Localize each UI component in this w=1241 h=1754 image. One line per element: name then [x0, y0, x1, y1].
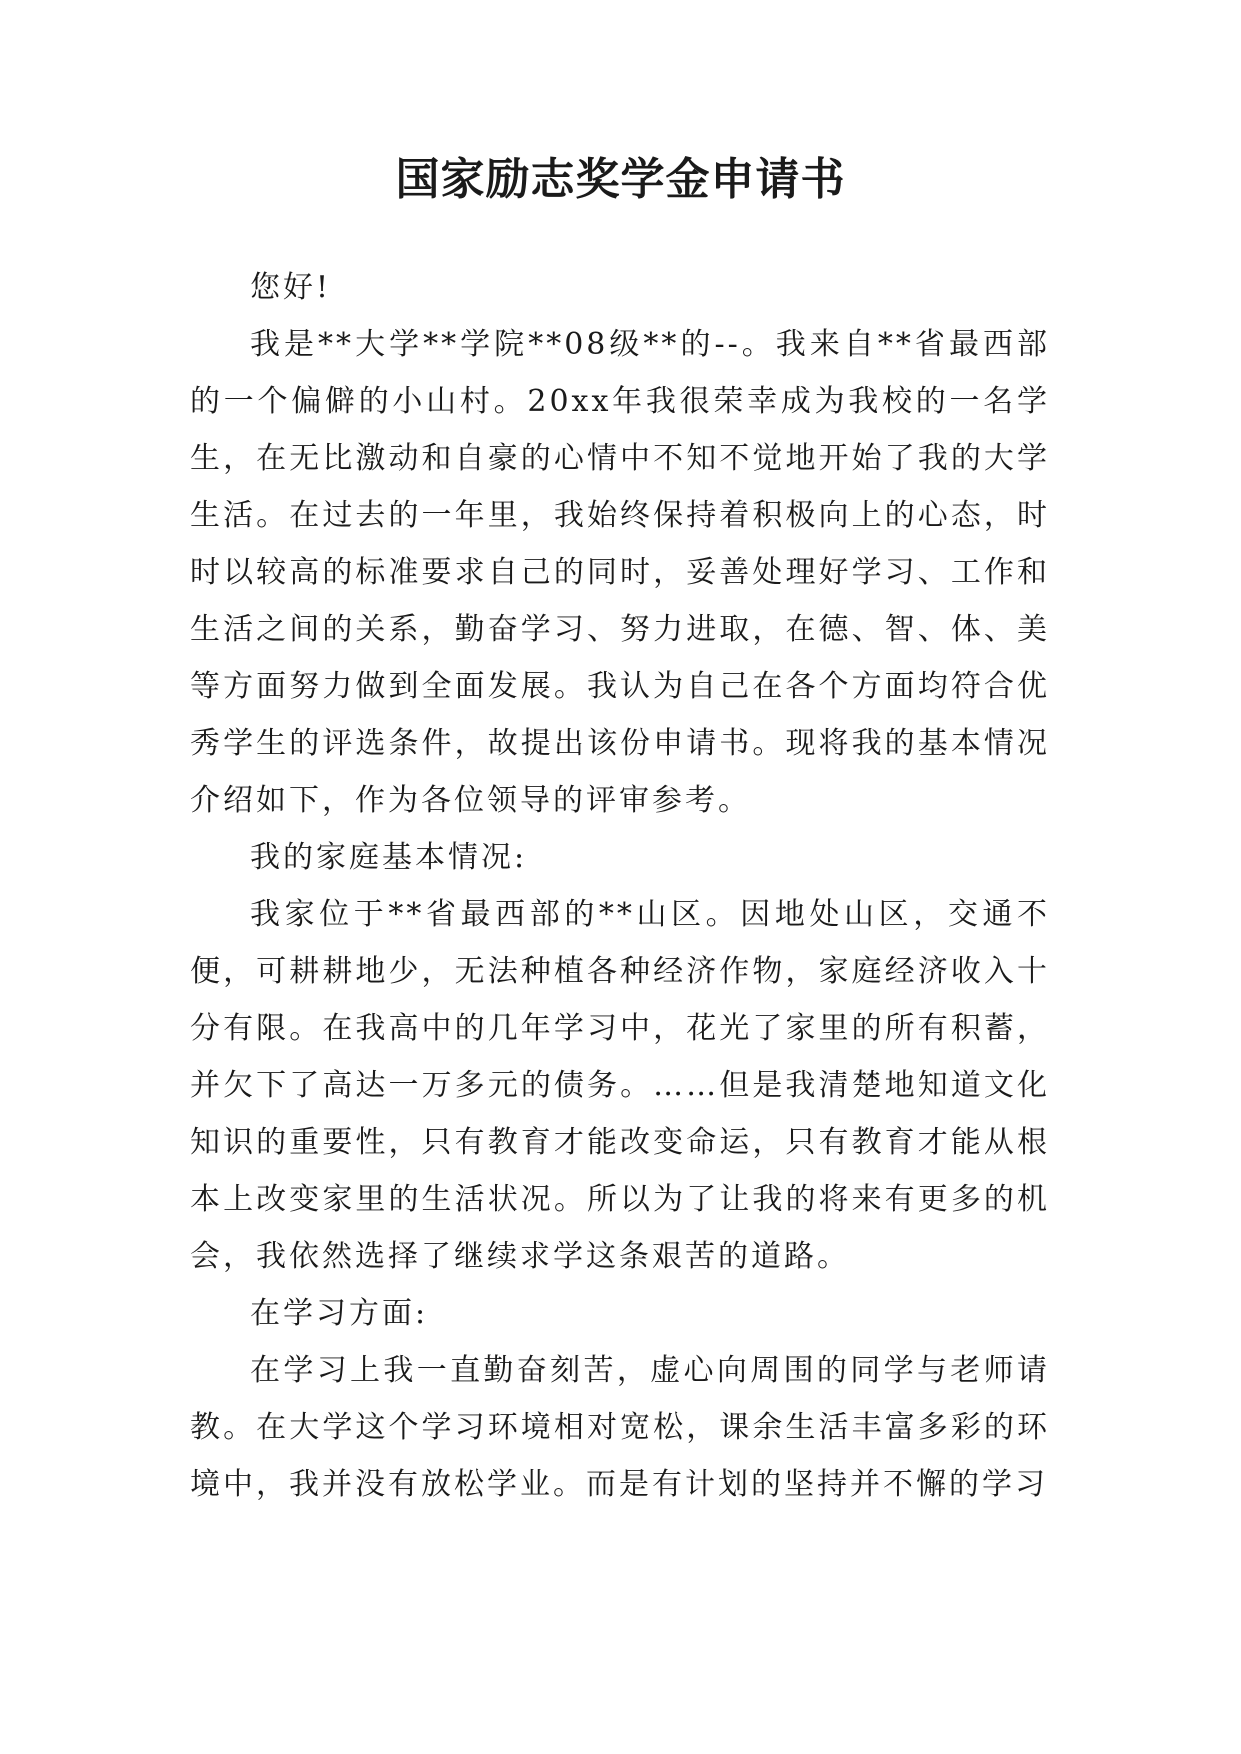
document-body: [190, 259, 1050, 1513]
document-title: 国家励志奖学金申请书: [395, 154, 846, 205]
paragraph-greeting: 您好!: [250, 270, 332, 305]
paragraph-family: 我家位于**省最西部的**山区。因地处山区，交通不便，可耕耕地少，无法种植各种经济作物，家庭经济收入十分有限。在我高中的几年学习中，花光了家里的所有积蓄，并欠下了高达一万多元的债务。……但是我清楚地知道文化知识的重要性，只有教育才能改变命运，只有教育才能从根本上改变家里的生活状况。所以为了让我的将来有更多的机会，我依然选择了继续求学这条艰苦的道路。: [190, 897, 1050, 1274]
paragraph-study: 在学习上我一直勤奋刻苦，虚心向周围的同学与老师请教。在大学这个学习环境相对宽松，课余生活丰富多彩的环境中，我并没有放松学业。而是有计划的坚持并不懈的学习: [190, 1353, 1050, 1502]
section-heading-family: 我的家庭基本情况:: [250, 840, 528, 875]
paragraph-introduction: 我是**大学**学院**08级**的--。我来自**省最西部的一个偏僻的小山村。20xx年我很荣幸成为我校的一名学生，在无比激动和自豪的心情中不知不觉地开始了我的大学生活。在过去的一年里，我始终保持着积极向上的心态，时时以较高的标准要求自己的同时，妥善处理好学习、工作和生活之间的关系，勤奋学习、努力进取，在德、智、体、美等方面努力做到全面发展。我认为自己在各个方面均符合优秀学生的评选条件，故提出该份申请书。现将我的基本情况介绍如下，作为各位领导的评审参考。: [190, 327, 1050, 818]
section-heading-study: 在学习方面:: [250, 1296, 429, 1331]
